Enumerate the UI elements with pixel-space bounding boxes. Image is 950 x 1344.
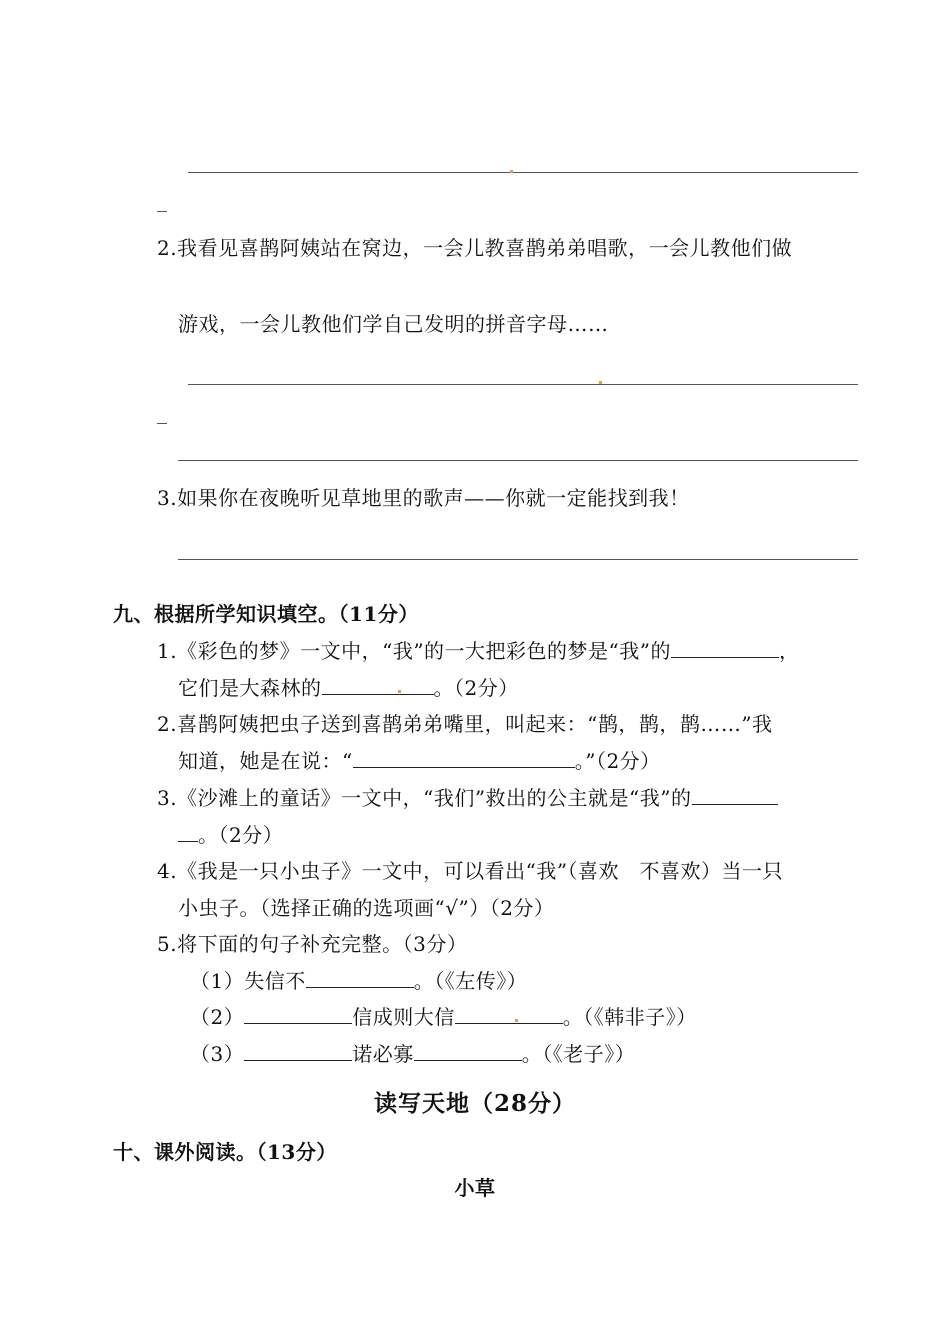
q10-heading: 十、课外阅读。（13分） [113,1140,337,1164]
q9-item5-sub2-text-c: 。（《韩非子》） [562,1005,697,1029]
q9-item1-text-c: 它们是大森林的 [178,676,322,700]
q8-item3-text: 如果你在夜晚听见草地里的歌声——你就一定能找到我！ [177,486,690,510]
q9-item2-text-b: 知道，她是在说：“ [178,749,353,773]
q9-item5-sub2-text-a: （2） [190,1005,245,1029]
q8-item3-number: 3. [157,486,178,510]
answer-line-stub [157,211,167,212]
q9-item3-number: 3. [157,786,178,810]
answer-line-stub [157,423,167,424]
q9-item2-number: 2. [157,712,178,736]
q9-heading: 九、根据所学知识填空。（11分） [113,602,419,626]
q9-item1-text-b: ， [779,639,800,663]
answer-line-1a[interactable] [188,172,858,173]
article-title: 小草 [454,1176,496,1200]
q9-item5-sub1-text-b: 。（《左传》） [413,969,528,993]
q9-item4-line2: 小虫子。（选择正确的选项画“√”）（2分） [178,896,555,920]
q9-item3-line1 [157,784,778,812]
q9-item1-text-a: 《彩色的梦》一文中，“我”的一大把彩色的梦是“我”的 [177,639,671,663]
q9-item1-number: 1. [157,639,178,663]
fill-blank[interactable] [244,1042,352,1061]
q9-item4-number: 4. [157,859,178,883]
fill-blank[interactable] [322,676,434,695]
q9-item1-line1 [157,637,800,665]
fill-blank[interactable] [692,786,778,805]
q9-item5-sub3-text-a: （3） [190,1042,245,1066]
ink-dot [510,170,513,173]
ink-dot [398,690,401,693]
q8-item2-number: 2. [157,236,178,260]
q9-item2-line1 [157,710,773,738]
q9-item3-text-a: 《沙滩上的童话》一文中，“我们”救出的公主就是“我”的 [177,786,692,810]
q9-item2-line2 [178,747,661,775]
ink-dot [599,381,602,384]
answer-line-2a[interactable] [188,384,858,385]
fill-blank[interactable] [178,823,198,842]
q9-item3-line2 [178,821,283,849]
ink-dot [515,1019,518,1022]
fill-blank[interactable] [671,639,779,658]
q9-item4-text-a: 《我是一只小虫子》一文中，可以看出“我”（喜欢 不喜欢）当一只 [177,859,784,883]
q9-item5-sub3-text-b: 诺必寡 [352,1042,414,1066]
q9-item5-sub3 [190,1040,635,1068]
fill-blank[interactable] [244,1005,352,1024]
q9-item5-sub1 [190,967,527,995]
q9-item3-text-b: 。（2分） [198,823,284,847]
fill-blank[interactable] [306,969,414,988]
q9-item5-text: 将下面的句子补充完整。（3分） [177,932,468,956]
q8-item2-line1 [157,234,792,262]
fill-blank[interactable] [414,1042,522,1061]
q9-item5-sub3-text-c: 。（《老子》） [521,1042,636,1066]
fill-blank[interactable] [455,1005,563,1024]
answer-line-3[interactable] [178,559,858,560]
q8-item3 [157,484,690,512]
fill-blank[interactable] [353,749,575,768]
q9-item1-line2 [178,674,519,702]
q9-item1-text-d: 。（2分） [433,676,519,700]
q9-item2-text-c: 。”（2分） [574,749,661,773]
q9-item5-sub1-text-a: （1）失信不 [190,969,306,993]
answer-line-2b[interactable] [178,460,858,461]
q9-item5-sub2-text-b: 信成则大信 [352,1005,455,1029]
q9-item4-line1 [157,857,783,885]
section-title: 读写天地（28分） [373,1090,576,1117]
q9-item5-sub2 [190,1003,697,1031]
q9-item2-text-a: 喜鹊阿姨把虫子送到喜鹊弟弟嘴里，叫起来：“鹊，鹊，鹊……”我 [177,712,773,736]
q9-item5-line1 [157,930,467,958]
q8-item2-line2: 游戏，一会儿教他们学自己发明的拼音字母…… [178,312,609,336]
q8-item2-text-line1: 我看见喜鹊阿姨站在窝边，一会儿教喜鹊弟弟唱歌，一会儿教他们做 [177,236,793,260]
q9-item5-number: 5. [157,932,178,956]
